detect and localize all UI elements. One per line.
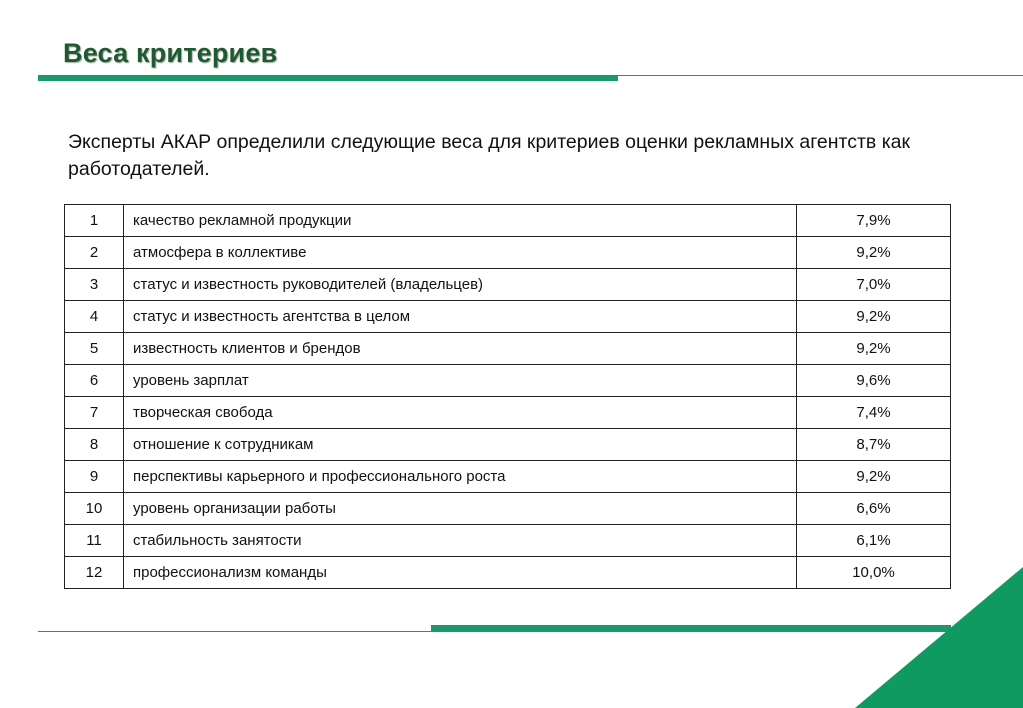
criterion-name: творческая свобода	[124, 397, 797, 429]
row-number: 12	[65, 557, 124, 589]
criterion-name: уровень организации работы	[124, 493, 797, 525]
table-row	[65, 205, 951, 237]
criterion-weight: 6,6%	[797, 493, 951, 525]
criterion-name: известность клиентов и брендов	[124, 333, 797, 365]
row-number: 2	[65, 237, 124, 269]
table-row	[65, 557, 951, 589]
criterion-name: статус и известность агентства в целом	[124, 301, 797, 333]
criteria-weights-table	[64, 204, 951, 589]
criterion-name: качество рекламной продукции	[124, 205, 797, 237]
criterion-name: атмосфера в коллективе	[124, 237, 797, 269]
criterion-weight: 7,0%	[797, 269, 951, 301]
row-number: 8	[65, 429, 124, 461]
criterion-weight: 8,7%	[797, 429, 951, 461]
table-row	[65, 493, 951, 525]
row-number: 6	[65, 365, 124, 397]
footer-divider-thin	[38, 631, 431, 632]
criterion-weight: 7,9%	[797, 205, 951, 237]
criterion-name: стабильность занятости	[124, 525, 797, 557]
table-row	[65, 301, 951, 333]
table-row	[65, 397, 951, 429]
row-number: 11	[65, 525, 124, 557]
row-number: 3	[65, 269, 124, 301]
intro-text: Эксперты АКАР определили следующие веса для критериев оценки рекламных агентств как работодателей.	[68, 131, 911, 180]
corner-triangle-decoration	[855, 567, 1023, 708]
criterion-weight: 9,2%	[797, 237, 951, 269]
criterion-weight: 9,2%	[797, 461, 951, 493]
table-row	[65, 525, 951, 557]
criterion-name: уровень зарплат	[124, 365, 797, 397]
criterion-name: профессионализм команды	[124, 557, 797, 589]
table-row	[65, 429, 951, 461]
criterion-name: перспективы карьерного и профессионального роста	[124, 461, 797, 493]
row-number: 9	[65, 461, 124, 493]
row-number: 10	[65, 493, 124, 525]
criterion-weight: 9,2%	[797, 333, 951, 365]
row-number: 1	[65, 205, 124, 237]
criterion-weight: 9,2%	[797, 301, 951, 333]
table-row	[65, 237, 951, 269]
row-number: 7	[65, 397, 124, 429]
criterion-name: отношение к сотрудникам	[124, 429, 797, 461]
criterion-weight: 9,6%	[797, 365, 951, 397]
criterion-weight: 6,1%	[797, 525, 951, 557]
header-divider-thin	[618, 75, 1023, 76]
criteria-table-body	[65, 205, 951, 589]
criterion-name: статус и известность руководителей (владельцев)	[124, 269, 797, 301]
row-number: 4	[65, 301, 124, 333]
header-divider-thick	[38, 75, 618, 81]
table-row	[65, 365, 951, 397]
criterion-weight: 10,0%	[797, 557, 951, 589]
table-row	[65, 461, 951, 493]
criterion-weight: 7,4%	[797, 397, 951, 429]
table-row	[65, 269, 951, 301]
table-row	[65, 333, 951, 365]
slide-title: Веса критериев	[63, 38, 278, 68]
row-number: 5	[65, 333, 124, 365]
